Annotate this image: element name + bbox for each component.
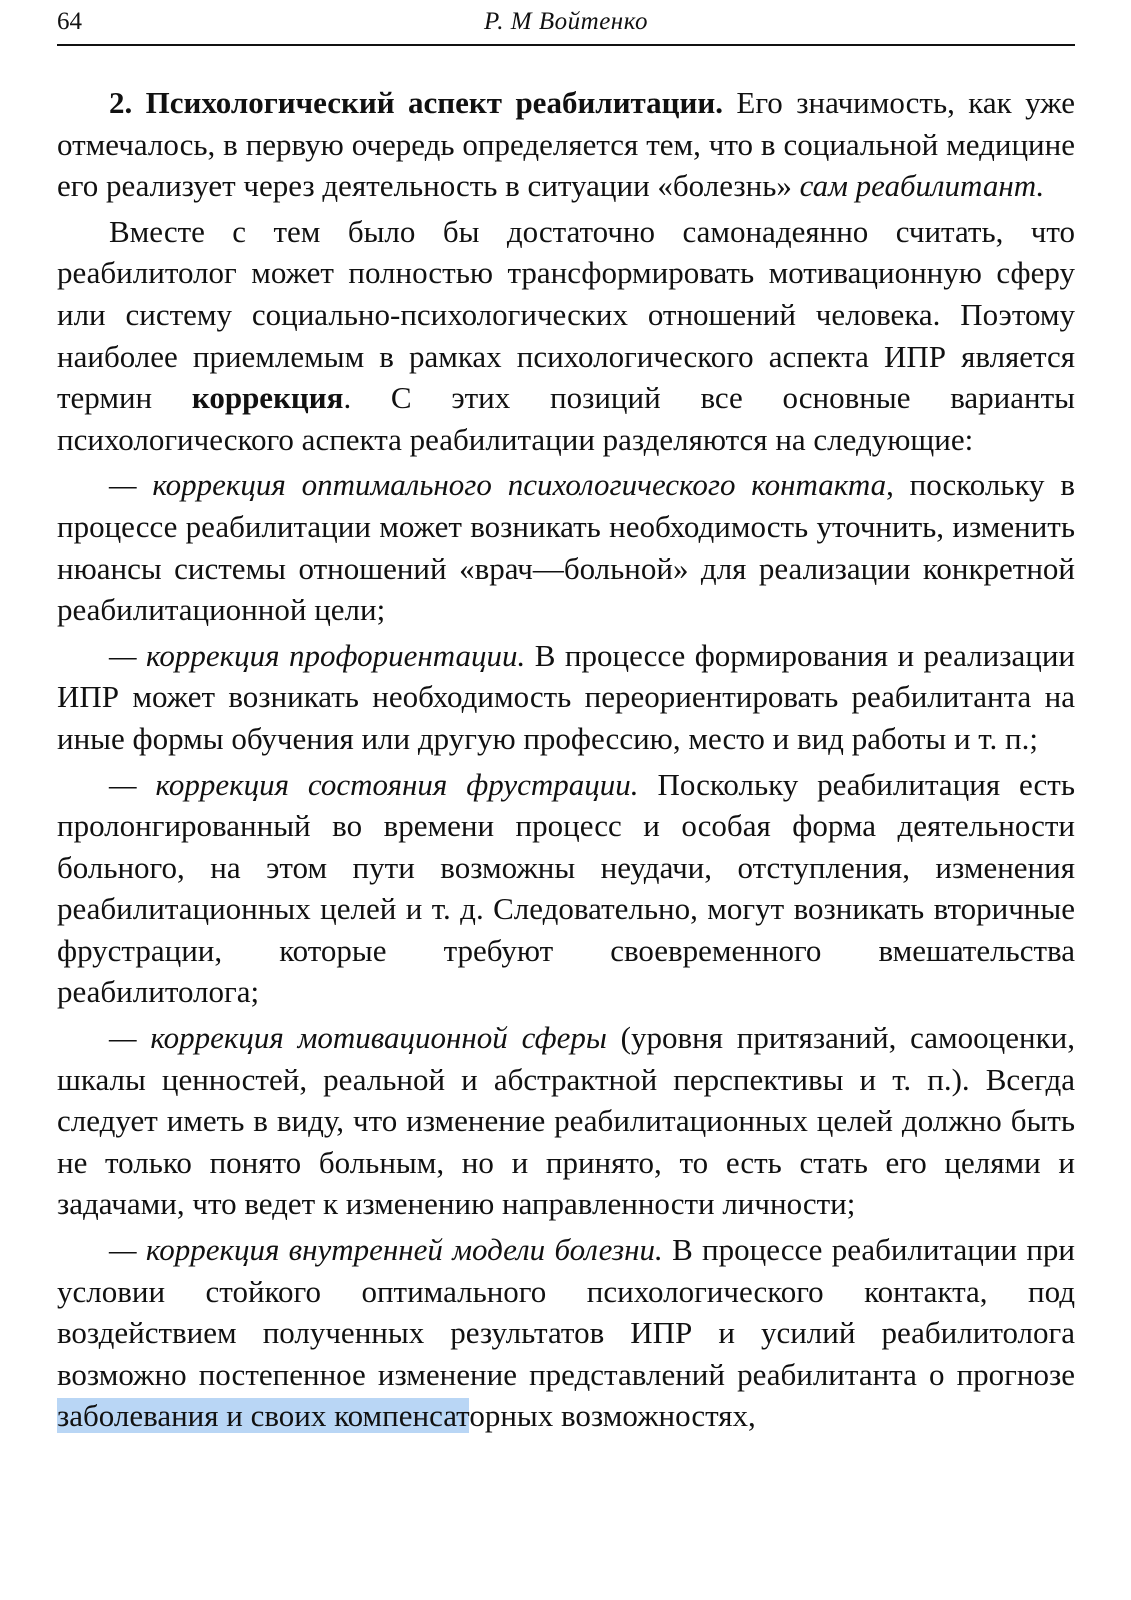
page-header	[57, 4, 1075, 46]
bold-term: коррекция	[191, 380, 344, 416]
paragraph-text: Его значимость, как уже отмечалось, в первую очередь определяется тем, что в социальной медицине его реализует через деятельность в ситуации «болезнь»	[57, 85, 1075, 204]
italic-phrase: сам реабилитант.	[799, 168, 1045, 204]
list-item-frustration-correction	[57, 764, 1075, 1014]
page-number: 64	[57, 8, 82, 35]
list-item-title: — коррекция оптимального психологического контакта	[109, 467, 887, 503]
list-item-motivation-correction	[57, 1017, 1075, 1225]
paragraph-psychological-aspect	[57, 82, 1075, 207]
list-item-text: В процессе формирования и реализации ИПР может возникать необходимость переориентировать реабилитанта на иные формы обучения или другую профессию, место и вид работы и т. п.;	[57, 637, 1076, 756]
list-item-career-correction	[57, 635, 1075, 760]
book-page	[57, 0, 1075, 1600]
list-item-text: , поскольку в процессе реабилитации может возникать необходимость уточнить, изменить нюансы системы отношений «врач—больной» для реализации конкретной реабилитационной цели;	[57, 467, 1075, 628]
paragraph-text: Вместе с тем было бы достаточно самонадеянно считать, что реабилитолог может полностью трансформировать мотивационную сферу или систему социально-психологических отношений человека. Поэтому наиболее приемлемым в рамках психологического аспекта ИПР является термин	[57, 213, 1075, 416]
list-item-title: — коррекция профориентации.	[109, 637, 526, 673]
list-item-title: — коррекция внутренней модели болезни.	[109, 1232, 663, 1268]
list-item-title: — коррекция мотивационной сферы	[109, 1020, 607, 1056]
paragraph-text: . С этих позиций все основные варианты психологического аспекта реабилитации разделяются на следующие:	[57, 380, 1075, 457]
body-text	[57, 82, 1075, 1437]
list-item-contact-correction	[57, 464, 1075, 630]
section-heading: 2. Психологический аспект реабилитации.	[109, 85, 723, 120]
paragraph-correction-term	[57, 211, 1075, 461]
highlighted-text: заболевания и своих компенсат	[57, 1398, 470, 1434]
list-item-text: В процессе реабилитации при условии стойкого оптимального психологического контакта, под воздействием полученных результатов ИПР и усилий реабилитолога возможно постепенное изменение представлений реабилитанта о прогнозе	[57, 1232, 1075, 1392]
running-title: Р. М Войтенко	[484, 8, 648, 35]
list-item-text-end: орных возможностях,	[469, 1398, 756, 1434]
list-item-title: — коррекция состояния фрустрации.	[109, 766, 639, 802]
list-item-text: (уровня притязаний, самооценки, шкалы ценностей, реальной и абстрактной перспективы и т. п.). Всегда следует иметь в виду, что изменение реабилитационных целей должно быть не только понято больным, но и принято, то есть стать его целями и задачами, что ведет к изменению направленности личности;	[57, 1020, 1075, 1222]
list-item-text: Поскольку реабилитация есть пролонгированный во времени процесс и особая форма деятельности больного, на этом пути возможны неудачи, отступления, изменения реабилитационных целей и т. д. Следовательно, могут возникать вторичные фрустрации, которые требуют своевременного вмешательства реабилитолога;	[57, 766, 1075, 1010]
list-item-illness-model-correction	[57, 1229, 1075, 1437]
